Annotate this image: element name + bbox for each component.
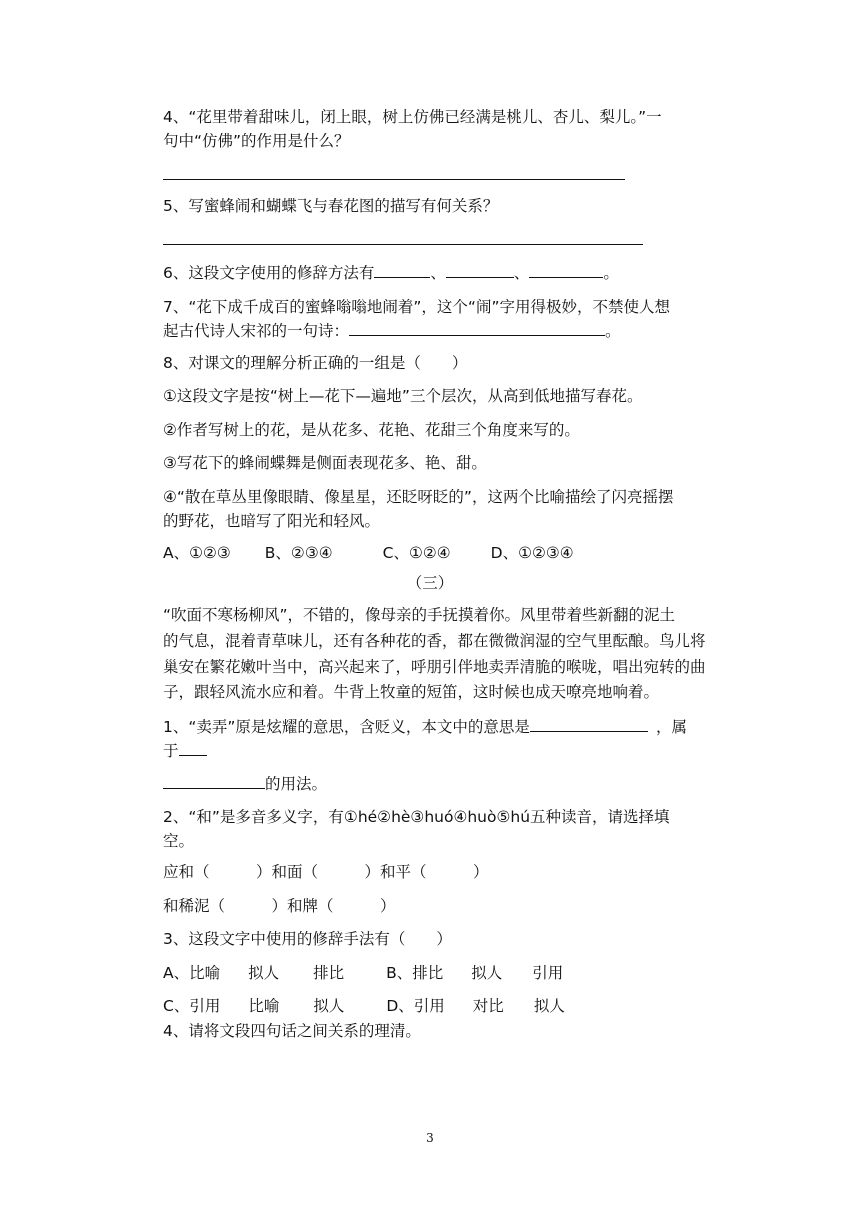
passage-line: “吹面不寒杨柳风”，不错的，像母亲的手抚摸着你。风里带着些新翻的泥土 (163, 606, 676, 624)
question-6-prefix: 6、这段文字使用的修辞方法有 (163, 264, 375, 282)
pronunciation-row-1 (163, 861, 489, 883)
option-d: D、引用 (386, 997, 445, 1015)
passage-line: 巢安在繁花嫩叶当中，高兴起来了，呼朋引伴地卖弄清脆的喉咙，唱出宛转的曲 (163, 658, 706, 676)
option-d-item: 对比 (472, 997, 504, 1015)
answer-blank-meaning (530, 717, 648, 732)
question-7-end: 。 (605, 322, 621, 340)
answer-line-q4 (163, 179, 625, 180)
passage-question-1-line-2 (163, 740, 207, 762)
question-8-item-2: ②作者写树上的花，是从花多、花艳、花甜三个角度来写的。 (163, 421, 580, 439)
answer-blank-q6-3 (529, 263, 603, 278)
page-number: 3 (426, 1131, 434, 1145)
question-8-item-1: ①这段文字是按“树上—花下—遍地”三个层次，从高到低地描写春花。 (163, 387, 643, 405)
passage-question-1-mid: ，属 (655, 718, 687, 736)
question-7-line-2 (163, 320, 621, 342)
question-4-line-2: 句中“仿佛”的作用是什么？ (163, 132, 350, 150)
option-b-item: 拟人 (471, 964, 503, 982)
section-heading: （三） (406, 574, 454, 592)
passage-question-4: 4、请将文段四句话之间关系的理清。 (163, 1022, 421, 1040)
fill-item: 和牌（ ） (287, 897, 396, 915)
passage-question-2-line-1: 2、“和”是多音多义字，有①hé②hè③huó④huò⑤hú五种读音，请选择填 (163, 808, 670, 826)
fill-item: 和平（ ） (380, 863, 489, 881)
question-4-line-1: 4、“花里带着甜味儿，闭上眼，树上仿佛已经满是桃儿、杏儿、梨儿。”一 (163, 108, 662, 126)
passage-question-1-prefix: 1、“卖弄”原是炫耀的意思，含贬义，本文中的意思是 (163, 718, 530, 736)
fill-item: 和面（ ） (271, 863, 381, 881)
passage-question-2-line-2: 空。 (163, 832, 195, 850)
answer-blank-usage-2 (163, 774, 265, 789)
answer-line-q5 (163, 244, 643, 245)
option-c: C、①②④ (382, 544, 451, 562)
pronunciation-row-2 (163, 895, 396, 917)
option-a-item: 拟人 (248, 964, 280, 982)
option-d-item: 拟人 (533, 997, 565, 1015)
question-6-end: 。 (603, 264, 619, 282)
question-7-line-1: 7、“花下成千成百的蜜蜂嗡嗡地闹着”，这个“闹”字用得极妙，不禁使人想 (163, 298, 670, 316)
passage-line: 子，跟轻风流水应和着。牛背上牧童的短笛，这时候也成天嘹亮地响着。 (163, 683, 660, 701)
option-c: C、引用 (163, 997, 221, 1015)
question-8-item-4-line-2: 的野花，也暗写了阳光和轻风。 (163, 512, 381, 530)
fill-item: 应和（ ） (163, 863, 272, 881)
passage-question-1-line-1 (163, 716, 687, 738)
option-b: B、②③④ (264, 544, 333, 562)
question-5: 5、写蜜蜂闹和蝴蝶飞与春花图的描写有何关系？ (163, 197, 499, 215)
fill-item: 和稀泥（ ） (163, 897, 288, 915)
passage-question-3-options-row-1 (163, 962, 563, 984)
question-6 (163, 262, 619, 284)
answer-blank-q6-1 (374, 263, 430, 278)
answer-blank-usage-1 (179, 741, 207, 756)
question-7-prefix: 起古代诗人宋祁的一句诗： (163, 322, 350, 340)
question-8-item-4-line-1: ④“散在草丛里像眼睛、像星星，还眨呀眨的”，这两个比喻描绘了闪亮摇摆 (163, 488, 674, 506)
question-8-options (163, 542, 574, 564)
option-c-item: 比喻 (248, 997, 280, 1015)
option-c-item: 拟人 (313, 997, 345, 1015)
passage-question-3-options-row-2 (163, 995, 565, 1017)
answer-blank-q7 (349, 321, 605, 336)
passage-question-1-suffix: 的用法。 (265, 775, 328, 793)
option-a: A、比喻 (163, 964, 221, 982)
question-8-item-3: ③写花下的蜂闹蝶舞是侧面表现花多、艳、甜。 (163, 454, 487, 472)
passage-question-1-line2-prefix: 于 (163, 742, 179, 760)
separator: 、 (430, 264, 446, 282)
answer-blank-q6-2 (446, 263, 514, 278)
passage-question-1-line-3 (163, 773, 327, 795)
passage-question-3-stem: 3、这段文字中使用的修辞手法有（ ） (163, 930, 452, 948)
option-d: D、①②③④ (490, 544, 574, 562)
question-8-stem: 8、对课文的理解分析正确的一组是（ ） (163, 354, 468, 372)
option-a-item: 排比 (313, 964, 345, 982)
option-a: A、①②③ (163, 544, 231, 562)
passage-line: 的气息，混着青草味儿，还有各种花的香，都在微微润湿的空气里酝酿。鸟儿将 (163, 632, 706, 650)
option-b-item: 引用 (532, 964, 564, 982)
separator: 、 (513, 264, 530, 282)
option-b: B、排比 (386, 964, 444, 982)
